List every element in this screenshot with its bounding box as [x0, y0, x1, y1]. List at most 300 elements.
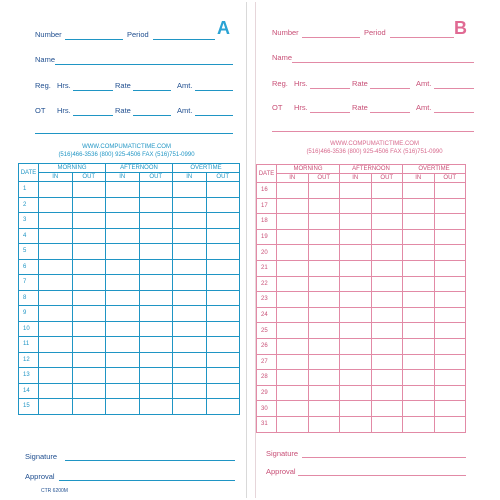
afternoon-out-cell[interactable] — [139, 275, 173, 291]
day-number: 17 — [257, 198, 277, 214]
morning-out-cell[interactable] — [72, 290, 106, 306]
morning-in-cell[interactable] — [277, 370, 309, 386]
day-number: 9 — [19, 306, 39, 322]
phone-text: (516)466-3536 (800) 925-4506 FAX (516)751-0990 — [306, 149, 443, 155]
morning-out-cell[interactable] — [308, 229, 340, 245]
overtime-in-cell[interactable] — [403, 323, 435, 339]
morning-out-cell[interactable] — [308, 401, 340, 417]
overtime-in-cell[interactable] — [173, 213, 207, 229]
reg-hrs-label: Hrs. — [294, 79, 308, 88]
morning-in-cell[interactable] — [39, 228, 73, 244]
afternoon-in-cell[interactable] — [340, 198, 372, 214]
afternoon-out-cell[interactable] — [371, 385, 403, 401]
day-row — [257, 276, 466, 292]
afternoon-in-cell[interactable] — [106, 197, 140, 213]
afternoon-in-cell[interactable] — [340, 370, 372, 386]
overtime-in-cell[interactable] — [173, 321, 207, 337]
name-label: Name — [272, 53, 293, 62]
overtime-out-cell[interactable] — [434, 245, 466, 261]
overtime-out-cell[interactable] — [206, 197, 240, 213]
afternoon-out-cell[interactable] — [371, 183, 403, 199]
model-code: CTR 6200M — [41, 488, 68, 494]
out-header: OUT — [434, 174, 466, 183]
overtime-in-cell[interactable] — [173, 197, 207, 213]
company-info — [256, 140, 493, 156]
overtime-in-cell[interactable] — [173, 306, 207, 322]
morning-out-cell[interactable] — [308, 260, 340, 276]
out-header: OUT — [72, 173, 106, 182]
website-text: WWW.COMPUMATICTIME.COM — [82, 144, 171, 150]
morning-in-cell[interactable] — [39, 306, 73, 322]
overtime-in-cell[interactable] — [403, 307, 435, 323]
morning-in-cell[interactable] — [277, 276, 309, 292]
overtime-out-cell[interactable] — [206, 383, 240, 399]
afternoon-out-cell[interactable] — [371, 260, 403, 276]
morning-in-cell[interactable] — [277, 307, 309, 323]
day-number: 12 — [19, 352, 39, 368]
ot-rate-label: Rate — [352, 103, 368, 112]
afternoon-in-cell[interactable] — [340, 307, 372, 323]
overtime-header: OVERTIME — [403, 165, 466, 174]
day-row — [19, 228, 240, 244]
time-grid — [18, 163, 240, 415]
day-row — [19, 321, 240, 337]
overtime-out-cell[interactable] — [434, 323, 466, 339]
phone-text: (516)466-3536 (800) 925-4506 FAX (516)751-0990 — [58, 152, 195, 158]
overtime-out-cell[interactable] — [206, 182, 240, 198]
day-number: 5 — [19, 244, 39, 260]
overtime-out-cell[interactable] — [206, 399, 240, 415]
afternoon-out-cell[interactable] — [139, 290, 173, 306]
day-number: 24 — [257, 307, 277, 323]
morning-out-cell[interactable] — [72, 244, 106, 260]
overtime-out-cell[interactable] — [434, 307, 466, 323]
approval-field[interactable] — [298, 475, 466, 476]
approval-label: Approval — [266, 467, 296, 476]
morning-out-cell[interactable] — [308, 385, 340, 401]
morning-in-cell[interactable] — [39, 290, 73, 306]
morning-in-cell[interactable] — [277, 338, 309, 354]
reg-label: Reg. — [272, 79, 288, 88]
morning-out-cell[interactable] — [308, 370, 340, 386]
day-number: 27 — [257, 354, 277, 370]
day-number: 25 — [257, 323, 277, 339]
afternoon-in-cell[interactable] — [340, 183, 372, 199]
date-header: DATE — [19, 164, 39, 182]
day-number: 4 — [19, 228, 39, 244]
day-number: 31 — [257, 416, 277, 432]
afternoon-out-cell[interactable] — [371, 338, 403, 354]
morning-out-cell[interactable] — [308, 198, 340, 214]
morning-in-cell[interactable] — [277, 354, 309, 370]
overtime-in-cell[interactable] — [173, 383, 207, 399]
day-row — [257, 354, 466, 370]
overtime-in-cell[interactable] — [403, 354, 435, 370]
morning-in-cell[interactable] — [39, 321, 73, 337]
morning-out-cell[interactable] — [308, 292, 340, 308]
period-field[interactable] — [390, 37, 454, 38]
morning-in-cell[interactable] — [277, 260, 309, 276]
overtime-out-cell[interactable] — [206, 290, 240, 306]
number-field[interactable] — [65, 39, 123, 40]
overtime-in-cell[interactable] — [403, 260, 435, 276]
afternoon-in-cell[interactable] — [106, 213, 140, 229]
afternoon-out-cell[interactable] — [139, 337, 173, 353]
time-card-b — [255, 2, 493, 498]
morning-in-cell[interactable] — [277, 214, 309, 230]
overtime-out-cell[interactable] — [434, 229, 466, 245]
overtime-in-cell[interactable] — [403, 276, 435, 292]
morning-in-cell[interactable] — [39, 337, 73, 353]
day-row — [19, 337, 240, 353]
overtime-in-cell[interactable] — [173, 228, 207, 244]
overtime-in-cell[interactable] — [403, 214, 435, 230]
overtime-in-cell[interactable] — [403, 416, 435, 432]
afternoon-out-cell[interactable] — [371, 198, 403, 214]
morning-out-cell[interactable] — [308, 338, 340, 354]
morning-out-cell[interactable] — [72, 182, 106, 198]
afternoon-in-cell[interactable] — [340, 401, 372, 417]
ot-amt-field[interactable] — [434, 112, 474, 113]
afternoon-in-cell[interactable] — [340, 260, 372, 276]
morning-in-cell[interactable] — [39, 213, 73, 229]
day-row — [257, 370, 466, 386]
afternoon-out-cell[interactable] — [139, 321, 173, 337]
overtime-in-cell[interactable] — [403, 229, 435, 245]
overtime-out-cell[interactable] — [434, 354, 466, 370]
overtime-out-cell[interactable] — [434, 416, 466, 432]
reg-rate-label: Rate — [115, 81, 131, 90]
overtime-in-cell[interactable] — [173, 290, 207, 306]
morning-in-cell[interactable] — [39, 182, 73, 198]
date-header: DATE — [257, 165, 277, 183]
overtime-out-cell[interactable] — [434, 198, 466, 214]
afternoon-out-cell[interactable] — [371, 307, 403, 323]
reg-amt-label: Amt. — [177, 81, 193, 90]
afternoon-out-cell[interactable] — [371, 323, 403, 339]
afternoon-out-cell[interactable] — [139, 383, 173, 399]
overtime-in-cell[interactable] — [173, 337, 207, 353]
morning-header: MORNING — [277, 165, 340, 174]
afternoon-in-cell[interactable] — [340, 245, 372, 261]
overtime-in-cell[interactable] — [403, 401, 435, 417]
overtime-out-cell[interactable] — [434, 183, 466, 199]
overtime-out-cell[interactable] — [206, 228, 240, 244]
morning-out-cell[interactable] — [72, 399, 106, 415]
day-row — [257, 307, 466, 323]
day-number: 30 — [257, 401, 277, 417]
overtime-in-cell[interactable] — [403, 183, 435, 199]
overtime-out-cell[interactable] — [434, 338, 466, 354]
day-number: 11 — [19, 337, 39, 353]
reg-amt-field[interactable] — [434, 88, 474, 89]
afternoon-in-cell[interactable] — [106, 275, 140, 291]
overtime-out-cell[interactable] — [206, 306, 240, 322]
overtime-in-cell[interactable] — [403, 370, 435, 386]
reg-label: Reg. — [35, 81, 51, 90]
morning-out-cell[interactable] — [308, 416, 340, 432]
signature-field[interactable] — [302, 457, 466, 458]
reg-rate-field[interactable] — [370, 88, 410, 89]
period-field[interactable] — [153, 39, 215, 40]
morning-in-cell[interactable] — [277, 183, 309, 199]
afternoon-out-cell[interactable] — [139, 306, 173, 322]
approval-label: Approval — [25, 472, 55, 481]
day-row — [257, 245, 466, 261]
day-number: 13 — [19, 368, 39, 384]
morning-in-cell[interactable] — [277, 198, 309, 214]
number-label: Number — [272, 28, 299, 37]
number-label: Number — [35, 30, 62, 39]
overtime-out-cell[interactable] — [434, 276, 466, 292]
overtime-in-cell[interactable] — [173, 368, 207, 384]
ot-hrs-field[interactable] — [73, 115, 113, 116]
overtime-in-cell[interactable] — [173, 244, 207, 260]
in-header: IN — [106, 173, 140, 182]
afternoon-header: AFTERNOON — [340, 165, 403, 174]
morning-out-cell[interactable] — [308, 214, 340, 230]
day-number: 22 — [257, 276, 277, 292]
reg-hrs-field[interactable] — [310, 88, 350, 89]
signature-field[interactable] — [65, 460, 235, 461]
out-header: OUT — [371, 174, 403, 183]
afternoon-out-cell[interactable] — [371, 214, 403, 230]
ot-hrs-label: Hrs. — [294, 103, 308, 112]
ot-hrs-field[interactable] — [310, 112, 350, 113]
day-number: 19 — [257, 229, 277, 245]
number-field[interactable] — [302, 37, 360, 38]
afternoon-in-cell[interactable] — [106, 321, 140, 337]
afternoon-in-cell[interactable] — [340, 385, 372, 401]
day-row — [19, 259, 240, 275]
morning-out-cell[interactable] — [72, 383, 106, 399]
day-number: 14 — [19, 383, 39, 399]
ot-rate-field[interactable] — [133, 115, 171, 116]
day-row — [19, 399, 240, 415]
afternoon-out-cell[interactable] — [139, 368, 173, 384]
day-number: 2 — [19, 197, 39, 213]
morning-in-cell[interactable] — [277, 385, 309, 401]
morning-out-cell[interactable] — [308, 276, 340, 292]
overtime-out-cell[interactable] — [206, 259, 240, 275]
morning-in-cell[interactable] — [39, 244, 73, 260]
morning-out-cell[interactable] — [72, 259, 106, 275]
afternoon-out-cell[interactable] — [139, 182, 173, 198]
approval-field[interactable] — [59, 480, 235, 481]
day-number: 6 — [19, 259, 39, 275]
overtime-header: OVERTIME — [173, 164, 240, 173]
afternoon-in-cell[interactable] — [340, 292, 372, 308]
day-number: 10 — [19, 321, 39, 337]
afternoon-header: AFTERNOON — [106, 164, 173, 173]
day-number: 8 — [19, 290, 39, 306]
morning-in-cell[interactable] — [39, 197, 73, 213]
card-letter: A — [217, 18, 230, 38]
afternoon-in-cell[interactable] — [106, 290, 140, 306]
afternoon-out-cell[interactable] — [371, 401, 403, 417]
ot-label: OT — [272, 103, 283, 112]
day-number: 1 — [19, 182, 39, 198]
out-header: OUT — [139, 173, 173, 182]
overtime-out-cell[interactable] — [206, 244, 240, 260]
total-field[interactable] — [35, 133, 233, 134]
morning-out-cell[interactable] — [72, 368, 106, 384]
morning-in-cell[interactable] — [39, 352, 73, 368]
afternoon-out-cell[interactable] — [139, 352, 173, 368]
day-row — [19, 352, 240, 368]
afternoon-in-cell[interactable] — [106, 337, 140, 353]
morning-out-cell[interactable] — [308, 307, 340, 323]
morning-in-cell[interactable] — [39, 275, 73, 291]
day-row — [257, 401, 466, 417]
morning-in-cell[interactable] — [277, 292, 309, 308]
morning-out-cell[interactable] — [72, 337, 106, 353]
period-label: Period — [127, 30, 149, 39]
afternoon-out-cell[interactable] — [139, 197, 173, 213]
morning-in-cell[interactable] — [39, 259, 73, 275]
day-number: 16 — [257, 183, 277, 199]
afternoon-in-cell[interactable] — [106, 259, 140, 275]
ot-amt-field[interactable] — [195, 115, 233, 116]
name-field[interactable] — [55, 64, 233, 65]
ot-rate-field[interactable] — [370, 112, 410, 113]
in-header: IN — [403, 174, 435, 183]
day-row — [257, 260, 466, 276]
in-header: IN — [39, 173, 73, 182]
overtime-out-cell[interactable] — [206, 321, 240, 337]
overtime-in-cell[interactable] — [173, 275, 207, 291]
overtime-out-cell[interactable] — [434, 214, 466, 230]
overtime-in-cell[interactable] — [173, 399, 207, 415]
morning-in-cell[interactable] — [277, 401, 309, 417]
overtime-in-cell[interactable] — [173, 352, 207, 368]
reg-rate-field[interactable] — [133, 90, 171, 91]
reg-rate-label: Rate — [352, 79, 368, 88]
morning-out-cell[interactable] — [308, 323, 340, 339]
reg-hrs-label: Hrs. — [57, 81, 71, 90]
afternoon-out-cell[interactable] — [371, 276, 403, 292]
total-field[interactable] — [272, 131, 474, 132]
morning-out-cell[interactable] — [72, 213, 106, 229]
morning-in-cell[interactable] — [277, 229, 309, 245]
overtime-in-cell[interactable] — [173, 259, 207, 275]
day-row — [257, 416, 466, 432]
afternoon-in-cell[interactable] — [106, 228, 140, 244]
afternoon-out-cell[interactable] — [371, 292, 403, 308]
afternoon-out-cell[interactable] — [139, 213, 173, 229]
overtime-out-cell[interactable] — [434, 385, 466, 401]
reg-amt-field[interactable] — [195, 90, 233, 91]
morning-out-cell[interactable] — [72, 321, 106, 337]
morning-in-cell[interactable] — [39, 383, 73, 399]
overtime-out-cell[interactable] — [434, 260, 466, 276]
afternoon-in-cell[interactable] — [340, 214, 372, 230]
overtime-out-cell[interactable] — [206, 213, 240, 229]
ot-rate-label: Rate — [115, 106, 131, 115]
morning-in-cell[interactable] — [277, 245, 309, 261]
overtime-out-cell[interactable] — [434, 292, 466, 308]
day-number: 28 — [257, 370, 277, 386]
afternoon-in-cell[interactable] — [340, 229, 372, 245]
afternoon-out-cell[interactable] — [139, 399, 173, 415]
afternoon-in-cell[interactable] — [340, 276, 372, 292]
afternoon-in-cell[interactable] — [106, 368, 140, 384]
overtime-out-cell[interactable] — [206, 275, 240, 291]
day-row — [19, 213, 240, 229]
overtime-in-cell[interactable] — [403, 245, 435, 261]
reg-hrs-field[interactable] — [73, 90, 113, 91]
day-number: 18 — [257, 214, 277, 230]
day-number: 7 — [19, 275, 39, 291]
morning-out-cell[interactable] — [72, 352, 106, 368]
afternoon-in-cell[interactable] — [106, 244, 140, 260]
afternoon-in-cell[interactable] — [340, 323, 372, 339]
overtime-in-cell[interactable] — [403, 198, 435, 214]
afternoon-in-cell[interactable] — [106, 352, 140, 368]
afternoon-out-cell[interactable] — [139, 259, 173, 275]
in-header: IN — [277, 174, 309, 183]
afternoon-in-cell[interactable] — [106, 399, 140, 415]
morning-in-cell[interactable] — [39, 368, 73, 384]
name-field[interactable] — [292, 62, 474, 63]
afternoon-out-cell[interactable] — [371, 245, 403, 261]
overtime-in-cell[interactable] — [403, 338, 435, 354]
overtime-out-cell[interactable] — [434, 370, 466, 386]
day-number: 21 — [257, 260, 277, 276]
overtime-out-cell[interactable] — [206, 368, 240, 384]
afternoon-out-cell[interactable] — [139, 228, 173, 244]
morning-out-cell[interactable] — [308, 354, 340, 370]
time-card-a — [7, 2, 247, 498]
signature-label: Signature — [25, 452, 58, 461]
morning-out-cell[interactable] — [72, 228, 106, 244]
company-info — [7, 143, 246, 159]
morning-in-cell[interactable] — [277, 323, 309, 339]
overtime-in-cell[interactable] — [403, 385, 435, 401]
afternoon-out-cell[interactable] — [139, 244, 173, 260]
afternoon-in-cell[interactable] — [106, 182, 140, 198]
afternoon-out-cell[interactable] — [371, 370, 403, 386]
overtime-out-cell[interactable] — [434, 401, 466, 417]
ot-amt-label: Amt. — [177, 106, 193, 115]
overtime-in-cell[interactable] — [403, 292, 435, 308]
afternoon-out-cell[interactable] — [371, 229, 403, 245]
morning-out-cell[interactable] — [72, 197, 106, 213]
morning-out-cell[interactable] — [308, 183, 340, 199]
afternoon-in-cell[interactable] — [106, 306, 140, 322]
morning-in-cell[interactable] — [39, 399, 73, 415]
afternoon-in-cell[interactable] — [340, 354, 372, 370]
overtime-out-cell[interactable] — [206, 352, 240, 368]
morning-out-cell[interactable] — [72, 275, 106, 291]
morning-in-cell[interactable] — [277, 416, 309, 432]
overtime-out-cell[interactable] — [206, 337, 240, 353]
morning-out-cell[interactable] — [308, 245, 340, 261]
day-number: 20 — [257, 245, 277, 261]
day-number: 3 — [19, 213, 39, 229]
ot-amt-label: Amt. — [416, 103, 432, 112]
afternoon-out-cell[interactable] — [371, 416, 403, 432]
afternoon-in-cell[interactable] — [340, 338, 372, 354]
afternoon-out-cell[interactable] — [371, 354, 403, 370]
day-row — [19, 368, 240, 384]
afternoon-in-cell[interactable] — [106, 383, 140, 399]
day-row — [257, 292, 466, 308]
morning-out-cell[interactable] — [72, 306, 106, 322]
afternoon-in-cell[interactable] — [340, 416, 372, 432]
overtime-in-cell[interactable] — [173, 182, 207, 198]
day-row — [19, 306, 240, 322]
